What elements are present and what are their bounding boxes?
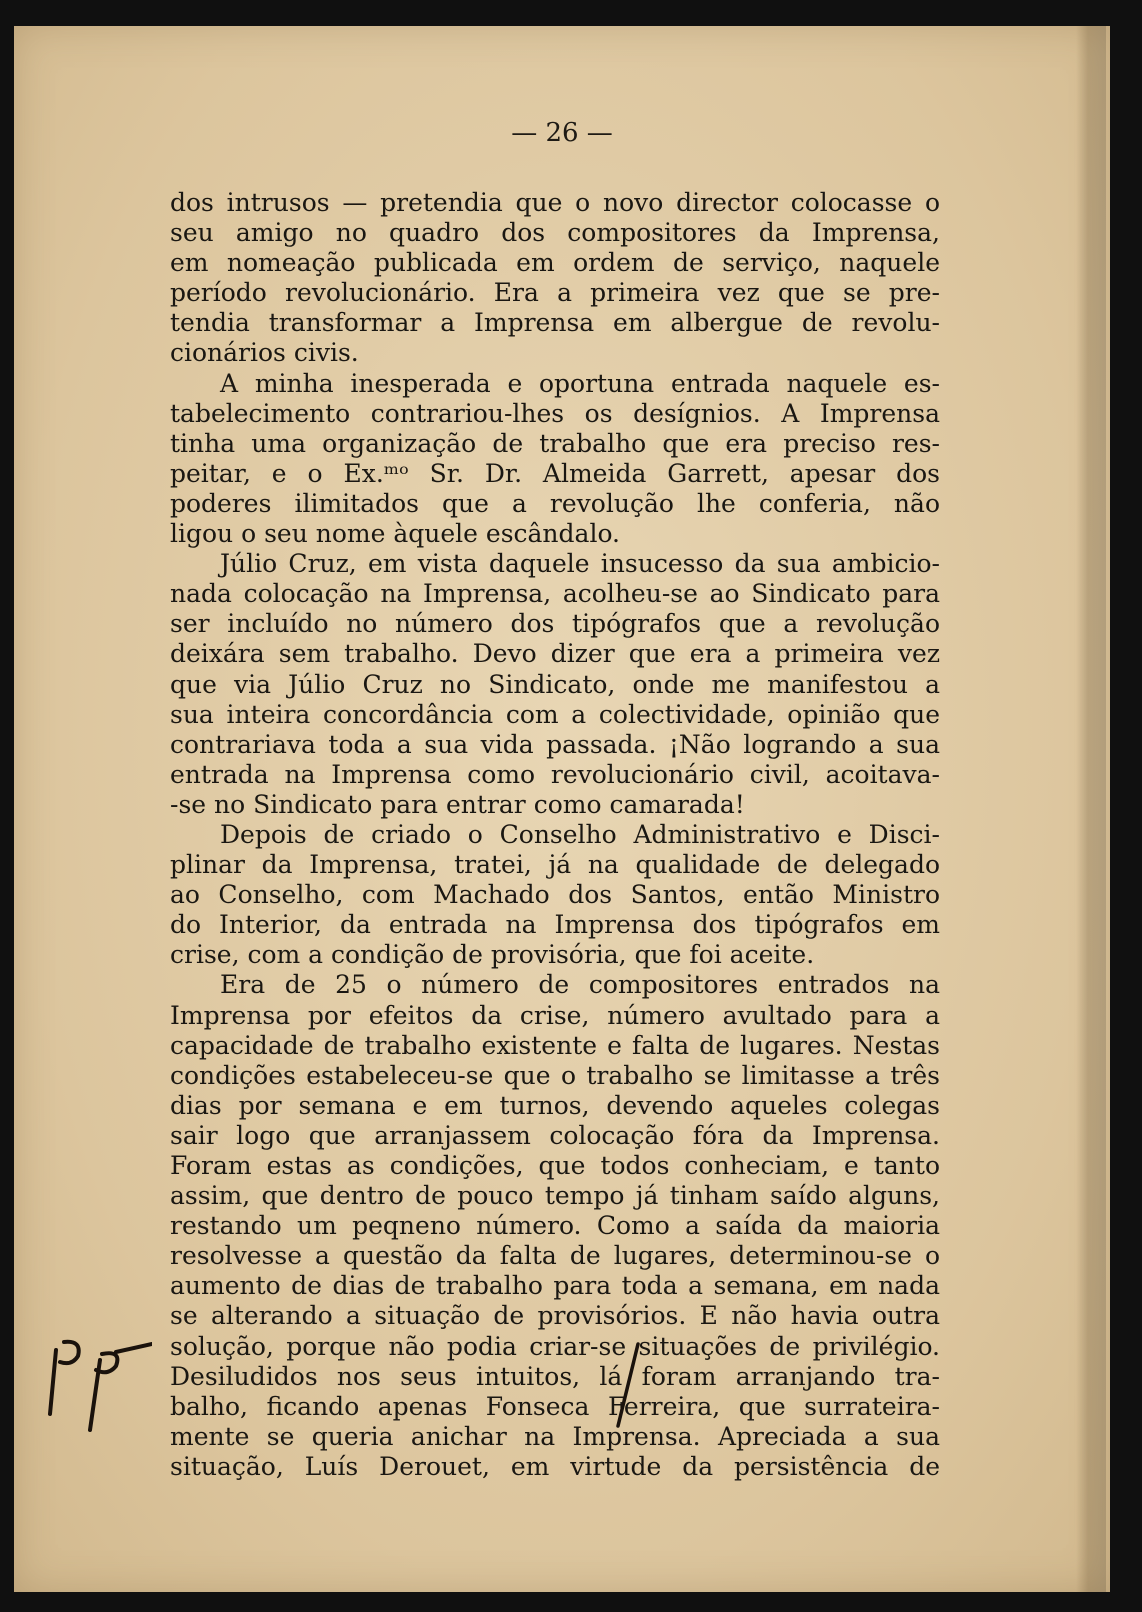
text-line: tabelecimento contrariou-lhes os desígnios. A Imprensa <box>170 398 940 428</box>
text-line: ser incluído no número dos tipógrafos que a revolução <box>170 609 940 639</box>
text-line: sair logo que arranjassem colocação fóra da Imprensa. <box>170 1120 940 1150</box>
handwritten-margin-mark <box>42 1332 152 1432</box>
text-line: assim, que dentro de pouco tempo já tinham saído alguns, <box>170 1181 940 1211</box>
body-text <box>170 188 940 1482</box>
text-line: se alterando a situação de provisórios. E não havia outra <box>170 1301 940 1331</box>
ink-stroke-mark <box>612 1340 642 1430</box>
text-line: situação, Luís Derouet, em virtude da persistência de <box>170 1451 940 1481</box>
text-line: em nomeação publicada em ordem de serviço, naquele <box>170 248 940 278</box>
text-line: sua inteira concordância com a colectividade, opinião que <box>170 699 940 729</box>
text-line: período revolucionário. Era a primeira vez que se pre- <box>170 278 940 308</box>
text-line: capacidade de trabalho existente e falta de lugares. Nestas <box>170 1030 940 1060</box>
text-line: entrada na Imprensa como revolucionário civil, acoitava- <box>170 759 940 789</box>
text-line: dos intrusos — pretendia que o novo director colocasse o <box>170 188 940 217</box>
text-line: ligou o seu nome àquele escândalo. <box>170 519 620 549</box>
text-line: A minha inesperada e oportuna entrada naquele es- <box>220 368 940 398</box>
text-line: deixára sem trabalho. Devo dizer que era a primeira vez <box>170 639 940 669</box>
text-line: contrariava toda a sua vida passada. ¡Não logrando a sua <box>170 729 940 759</box>
text-line: dias por semana e em turnos, devendo aqueles colegas <box>170 1090 940 1120</box>
text-line: -se no Sindicato para entrar como camarada! <box>170 789 745 819</box>
text-line: cionários civis. <box>170 338 359 368</box>
text-line: crise, com a condição de provisória, que foi aceite. <box>170 940 815 970</box>
text-line: aumento de dias de trabalho para toda a semana, em nada <box>170 1271 940 1301</box>
text-line: tendia transformar a Imprensa em albergue de revolu- <box>170 308 940 338</box>
text-line: Imprensa por efeitos da crise, número avultado para a <box>170 1000 940 1030</box>
text-line: que via Júlio Cruz no Sindicato, onde me manifestou a <box>170 669 940 699</box>
text-line: Desiludidos nos seus intuitos, lá foram arranjando tra- <box>170 1361 940 1391</box>
text-line: balho, ficando apenas Fonseca Ferreira, que surrateira- <box>170 1391 940 1421</box>
text-line: Era de 25 o número de compositores entrados na <box>220 970 940 1000</box>
text-line: ao Conselho, com Machado dos Santos, então Ministro <box>170 880 940 910</box>
page-edge-shadow <box>1076 26 1106 1592</box>
text-line: restando um peqneno número. Como a saída da maioria <box>170 1211 940 1241</box>
text-line: Júlio Cruz, em vista daquele insucesso da sua ambicio- <box>220 549 940 579</box>
text-line: Depois de criado o Conselho Administrativo e Disci- <box>220 819 940 849</box>
text-line: tinha uma organização de trabalho que era preciso res- <box>170 428 940 458</box>
book-page <box>14 26 1110 1592</box>
text-line: Foram estas as condições, que todos conheciam, e tanto <box>170 1151 940 1180</box>
text-line: mente se queria anichar na Imprensa. Apreciada a sua <box>170 1421 940 1451</box>
text-line: solução, porque não podia criar-se situações de privilégio. <box>170 1331 940 1361</box>
text-line: peitar, e o Ex.ᵐᵒ Sr. Dr. Almeida Garrett, apesar dos <box>170 458 940 488</box>
text-line: poderes ilimitados que a revolução lhe conferia, não <box>170 488 940 518</box>
text-line: plinar da Imprensa, tratei, já na qualidade de delegado <box>170 850 940 880</box>
page-number: — 26 — <box>511 118 613 148</box>
text-line: nada colocação na Imprensa, acolheu-se ao Sindicato para <box>170 579 940 609</box>
text-line: resolvesse a questão da falta de lugares, determinou-se o <box>170 1241 940 1271</box>
text-line: do Interior, da entrada na Imprensa dos tipógrafos em <box>170 910 940 940</box>
text-line: seu amigo no quadro dos compositores da Imprensa, <box>170 218 940 248</box>
text-line: condições estabeleceu-se que o trabalho se limitasse a três <box>170 1060 940 1090</box>
